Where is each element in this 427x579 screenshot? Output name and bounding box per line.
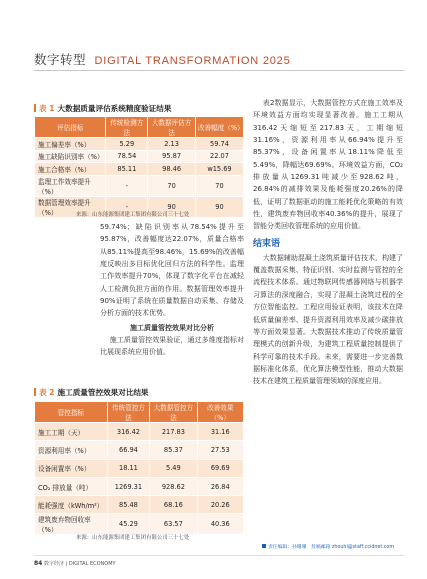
table2-cell: 31.16 [197, 423, 243, 441]
page-footer [34, 560, 116, 567]
table2-row [35, 496, 244, 514]
table2 [34, 401, 244, 535]
header-divider [34, 70, 404, 71]
table1-cell: 施工偏差率（%） [35, 138, 106, 151]
running-header [34, 50, 291, 68]
table2-cell: 217.83 [150, 423, 197, 441]
table2-row [35, 423, 244, 441]
table2-header-cell: 改善效果（%） [197, 402, 243, 423]
page-number: 84 [34, 560, 43, 567]
left-para-2: 施工质量管控效果验证，通过多维度指标对比展现系统应用价值。 [100, 336, 244, 357]
table1-cell: 95.87 [148, 150, 196, 163]
table2-row [35, 441, 244, 459]
table2-title-bar [34, 388, 36, 396]
table1-cell: 98.46 [148, 163, 196, 176]
table1-cell: 70 [195, 175, 243, 196]
table2-cell: 26.84 [197, 477, 243, 495]
table2-cell: 316.42 [107, 423, 150, 441]
table2-cell: 45.29 [107, 514, 150, 535]
table1-header-cell: 大数据评估方法 [148, 117, 196, 138]
header-title-cn: 数字转型 [34, 52, 87, 67]
table2-header-cell: 管控指标 [35, 402, 108, 423]
left-subheading: 施工质量管控效果对比分析 [130, 323, 214, 332]
header-title-en: DIGITAL TRANSFORMATION 2025 [94, 55, 291, 67]
table1-caption: 大数据质量评估系统精度验证结果 [57, 104, 172, 113]
table2-cell: CO₂ 排放量（吨） [35, 477, 108, 495]
table1-row [35, 163, 244, 176]
table1-cell: 78.54 [106, 150, 148, 163]
table1-title [34, 103, 171, 114]
table2-cell: 18.11 [107, 459, 150, 477]
table1-row [35, 138, 244, 151]
table1-header-cell: 评估指标 [35, 117, 106, 138]
table1-cell: 22.07 [195, 150, 243, 163]
table2-cell: 资源利用率（%） [35, 441, 108, 459]
table1-cell: w15.69 [195, 163, 243, 176]
table2-cell: 20.26 [197, 496, 243, 514]
table1-cell: - [106, 175, 148, 196]
table2-cell: 建筑废弃物回收率（%） [35, 514, 108, 535]
table2-cell: 66.94 [107, 441, 150, 459]
table1-cell: 59.74 [195, 138, 243, 151]
table1 [34, 116, 244, 218]
table2-header-cell: 大数据管控方法 [150, 402, 197, 423]
table1-cell: 2.13 [148, 138, 196, 151]
editor-credit [262, 543, 394, 550]
table2-row [35, 477, 244, 495]
table1-row [35, 175, 244, 196]
right-para-2: 大数据辅助混凝土浇筑质量评估技术，构建了覆盖数据采集、特征识别、实时监测与管控的全流程技术体系。通过物联网传感器网络与机器学习算法的深度融合，实现了混凝土浇筑过程的全方位智能监控。工程应用验证表明，该技术在降低质量偏差率、提升资源利用效率及减少碳排放等方面效果显著。大数据技术推动了传统质量管理模式的创新升级，为建筑工程质量控制提供了科学可靠的技术手段。未来，需要进一步完善数据标准化体系，优化算法模型性能，推动大数据技术在建筑工程质量管理领域的深度应用。 [253, 253, 403, 386]
left-column-text [100, 221, 244, 359]
table1-row [35, 150, 244, 163]
table1-cell: - [106, 196, 148, 217]
table2-cell: 85.48 [107, 496, 150, 514]
table2-number: 表 2 [39, 388, 55, 397]
table2-cell: 27.53 [197, 441, 243, 459]
table2-cell: 63.57 [150, 514, 197, 535]
table1-cell: 监理工作效率提升（%） [35, 175, 106, 196]
table1-header-cell: 传统检测方法 [106, 117, 148, 138]
table2-header-cell: 传统管控方法 [107, 402, 150, 423]
table2-cell: 能耗强度（kWh/m²） [35, 496, 108, 514]
table1-title-bar [34, 104, 36, 112]
editor-text: 责任编辑：孙珊珊 投稿邮箱 zhouhi@staff.ccidnet.com [268, 545, 395, 550]
table2-cell: 5.49 [150, 459, 197, 477]
right-column-text [253, 97, 403, 388]
table1-cell: 施工合格率（%） [35, 163, 106, 176]
table2-cell: 928.62 [150, 477, 197, 495]
left-para-1: 59.74%；缺陷识别率从78.54%提升至95.87%，改善幅度达22.07%，质量合格率从85.11%提高至98.46%，15.69%的改善幅度反映出多目标优化回归方法的科学性。监理工作效率提升70%，体现了数字化平台在减轻人工检测负担方面的作用。数据管理效率提升90%证明了系统在质量数据自动采集、存储及分析方面的技术优势。 [100, 223, 244, 318]
table2-source: 来源：山东能源集团建工集团有限公司三十七处 [76, 535, 190, 541]
table2-cell: 85.37 [150, 441, 197, 459]
table2-cell: 设备闲置率（%） [35, 459, 108, 477]
footer-divider [34, 555, 404, 556]
table2-title [34, 387, 149, 398]
editor-square-icon [262, 544, 266, 548]
table1-source: 来源：山东能源集团建工集团有限公司三十七处 [76, 212, 190, 218]
right-para-1: 表2数据显示，大数据管控方式在施工效率及环境效益方面均实现显著改善。施工工期从316.42天缩短至217.83天，工期缩短31.16%，资源利用率从66.94%提升至85.37%，设备闲置率从18.11%降低至5.49%，降幅达69.69%。环境效益方面，CO₂排放量从1269.31吨减少至928.62吨，26.84%的减排效果及能耗强度20.26%的降低，证明了数据驱动的施工能耗优化策略的有效性，建筑废弃物回收率40.36%的提升，展现了智能分类回收管理系统的应用价值。 [253, 99, 403, 231]
section-heading: 结束语 [253, 238, 281, 249]
table1-header-cell: 改善幅度（%） [195, 117, 243, 138]
table2-caption: 施工质量管控效果对比结果 [57, 388, 149, 397]
table2-cell: 40.36 [197, 514, 243, 535]
table1-cell: 90 [148, 196, 196, 217]
table1-cell: 施工缺陷识别率（%） [35, 150, 106, 163]
table1-cell: 90 [195, 196, 243, 217]
table1-number: 表 1 [39, 104, 55, 113]
table1-cell: 5.29 [106, 138, 148, 151]
table1-cell: 数据管理效率提升（%） [35, 196, 106, 217]
table2-cell: 施工工期（天） [35, 423, 108, 441]
table2-row [35, 459, 244, 477]
table2-cell: 68.16 [150, 496, 197, 514]
footer-text: 数字经济 | DIGITAL ECONOMY [43, 561, 116, 567]
table1-cell: 70 [148, 175, 196, 196]
table1-cell: 85.11 [106, 163, 148, 176]
table2-cell: 1269.31 [107, 477, 150, 495]
table2-row [35, 514, 244, 535]
table2-cell: 69.69 [197, 459, 243, 477]
